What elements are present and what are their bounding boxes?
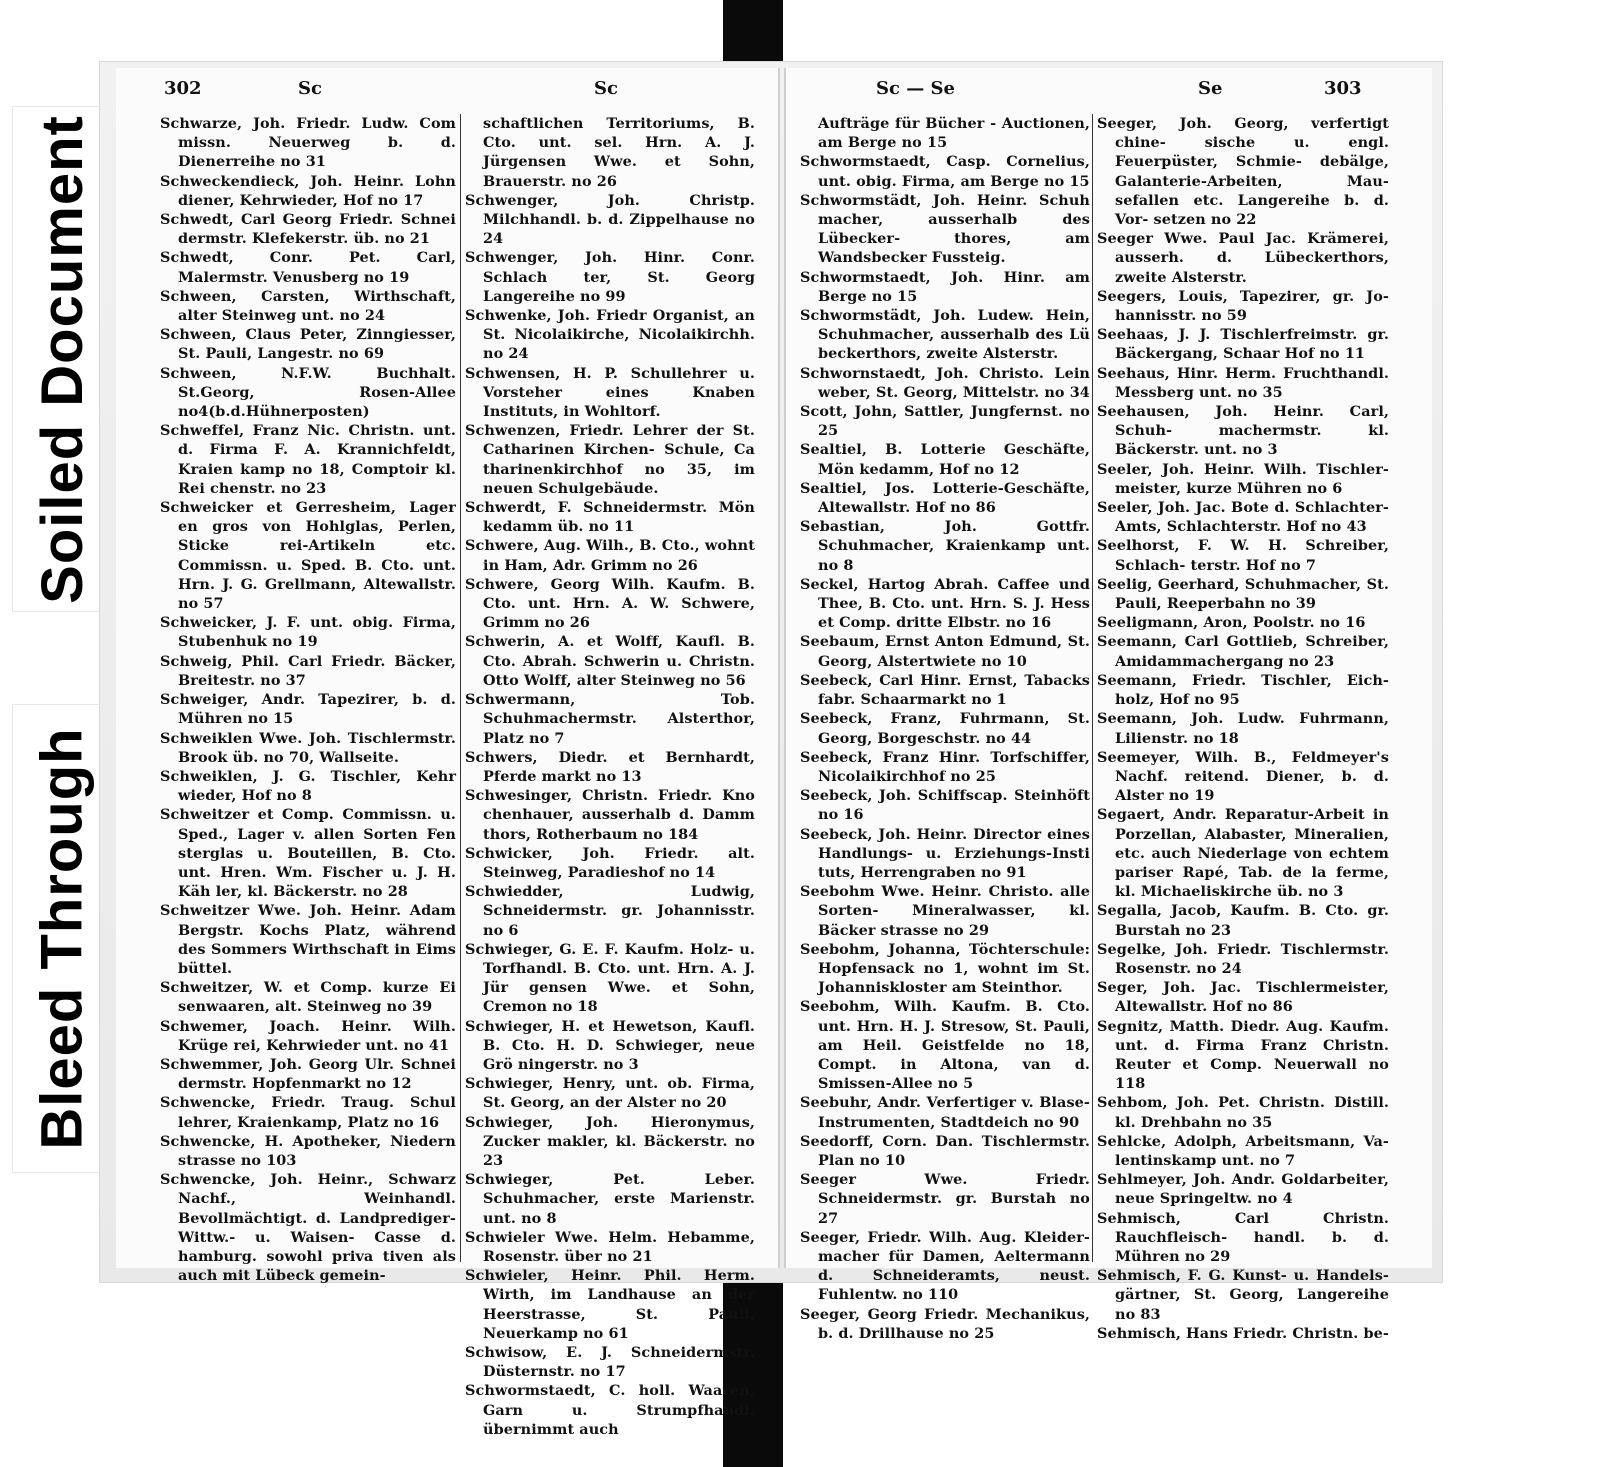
list-item: Sehbom, Joh. Pet. Christn. Distill. kl. Drehbahn no 35	[1097, 1094, 1389, 1131]
list-item: Schwerin, A. et Wolff, Kaufl. B. Cto. Abrah. Schwerin u. Christn. Otto Wolff, alter Steinweg no 56	[465, 633, 755, 689]
list-item: Schwermann, Tob. Schuhmachermstr. Alsterthor, Platz no 7	[465, 691, 755, 747]
list-item: Sehmisch, F. G. Kunst- u. Handels- gärtner, St. Georg, Langereihe no 83	[1097, 1267, 1389, 1323]
list-item: Seehausen, Joh. Heinr. Carl, Schuh- machermstr. kl. Bäckerstr. unt. no 3	[1097, 403, 1389, 459]
list-item: Seemann, Joh. Ludw. Fuhrmann, Lilienstr. no 18	[1097, 710, 1389, 747]
list-item: Seebeck, Franz, Fuhrmann, St. Georg, Borgeschstr. no 44	[800, 710, 1090, 747]
list-item: Schwieger, G. E. F. Kaufm. Holz- u. Torfhandl. B. Cto. unt. Hrn. A. J. Jür gensen Wwe. et Sohn, Cremon no 18	[465, 940, 755, 1016]
list-item: Schwers, Diedr. et Bernhardt, Pferde markt no 13	[465, 748, 755, 785]
right-page-header	[786, 78, 1432, 106]
list-item: Segnitz, Matth. Diedr. Aug. Kaufm. unt. d. Firma Franz Christn. Reuter et Comp. Neuerwall no 118	[1097, 1017, 1389, 1093]
list-item: Seebeck, Joh. Schiffscap. Steinhöft no 16	[800, 787, 1090, 824]
left-page-column-1	[160, 114, 456, 1285]
list-item: Schwormstädt, Joh. Ludew. Hein, Schuhmacher, ausserhalb des Lü beckerthors, zweite Alsterstr.	[800, 307, 1090, 363]
list-item: Seemeyer, Wilh. B., Feldmeyer's Nachf. reitend. Diener, b. d. Alster no 19	[1097, 748, 1389, 805]
list-item: Seeler, Joh. Heinr. Wilh. Tischler- meister, kurze Mühren no 6	[1097, 460, 1389, 497]
list-item: Schwenke, Joh. Friedr Organist, an St. Nicolaikirche, Nicolaikirchh. no 24	[465, 307, 755, 363]
list-item: Seebeck, Joh. Heinr. Director eines Handlungs- u. Erziehungs-Insti tuts, Herrengraben no 91	[800, 825, 1090, 881]
header-letters: Sc	[298, 78, 322, 99]
list-item: Schwensen, H. P. Schullehrer u. Vorsteher eines Knaben Instituts, in Wohltorf.	[465, 364, 755, 421]
list-item: Schwenger, Joh. Hinr. Conr. Schlach ter, St. Georg Langereihe no 99	[465, 249, 755, 305]
list-item: Schwere, Aug. Wilh., B. Cto., wohnt in Ham, Adr. Grimm no 26	[465, 537, 755, 574]
book-spread	[100, 62, 1442, 1438]
list-item: Seelhorst, F. W. H. Schreiber, Schlach- terstr. Hof no 7	[1097, 537, 1389, 574]
bleed-through-label: Bleed Through	[12, 704, 112, 1173]
page-number: 302	[164, 78, 202, 99]
list-item: Schwesinger, Christn. Friedr. Kno chenhauer, ausserhalb d. Damm thors, Rotherbaum no 184	[465, 787, 755, 843]
list-item: Sealtiel, Jos. Lotterie-Geschäfte, Altewallstr. Hof no 86	[800, 479, 1090, 517]
list-item: Schweiger, Andr. Tapezirer, b. d. Mühren no 15	[160, 691, 456, 728]
list-item: Schwemer, Joach. Heinr. Wilh. Krüge rei, Kehrwieder unt. no 41	[160, 1017, 456, 1054]
header-letters: Sc — Se	[876, 78, 955, 99]
list-item: Seegers, Louis, Tapezirer, gr. Jo- hannisstr. no 59	[1097, 287, 1389, 325]
header-letters: Sc	[594, 78, 618, 99]
right-page-column-2	[1092, 114, 1389, 1342]
list-item: Seebohm, Johanna, Töchterschule: Hopfensack no 1, wohnt im St. Johanniskloster am Steinthor.	[800, 940, 1090, 997]
list-item: Schweitzer, W. et Comp. kurze Ei senwaaren, alt. Steinweg no 39	[160, 979, 456, 1016]
list-item: Seelig, Geerhard, Schuhmacher, St. Pauli, Reeperbahn no 39	[1097, 575, 1389, 613]
list-item: Schwiedder, Ludwig, Schneidermstr. gr. Johannisstr. no 6	[465, 883, 755, 939]
right-page	[784, 68, 1432, 1342]
list-item: Schween, N.F.W. Buchhalt. St.Georg, Rosen-Allee no4(b.d.Hühnerposten)	[160, 364, 456, 421]
list-item: Schweitzer Wwe. Joh. Heinr. Adam Bergstr. Kochs Platz, während des Sommers Wirthschaft in Eims büttel.	[160, 902, 456, 977]
list-item: Seemann, Friedr. Tischler, Eich- holz, Hof no 95	[1097, 671, 1389, 709]
list-item: Seeger Wwe. Friedr. Schneidermstr. gr. Burstah no 27	[800, 1171, 1090, 1227]
list-item: Schwere, Georg Wilh. Kaufm. B. Cto. unt. Hrn. A. W. Schwere, Grimm no 26	[465, 575, 755, 632]
list-item: Schweig, Phil. Carl Friedr. Bäcker, Breitestr. no 37	[160, 652, 456, 689]
header-letters: Se	[1198, 78, 1223, 99]
list-item: Schwicker, Joh. Friedr. alt. Steinweg, Paradieshof no 14	[465, 844, 755, 881]
list-item: Schweicker et Gerresheim, Lager en gros von Hohlglas, Perlen, Sticke rei-Artikeln etc. Commissn. u. Sped. B. Cto. unt. Hrn. J. G. Grellmann, Altewallstr. no 57	[160, 499, 456, 613]
list-item: Schwemmer, Joh. Georg Ulr. Schnei dermstr. Hopfenmarkt no 12	[160, 1055, 456, 1093]
list-item: Schwencke, Friedr. Traug. Schul lehrer, Kraienkamp, Platz no 16	[160, 1094, 456, 1131]
list-item: Schwormstaedt, C. holl. Waaren, Garn u. Strumpfhandl. übernimmt auch	[465, 1382, 755, 1438]
list-item: Schwedt, Carl Georg Friedr. Schnei dermstr. Klefekerstr. üb. no 21	[160, 211, 456, 248]
list-item: Seeger, Georg Friedr. Mechanikus, b. d. Drillhause no 25	[800, 1305, 1090, 1342]
list-item: Seeger, Joh. Georg, verfertigt chine- sische u. engl. Feuerpüster, Schmie- debälge, Galanterie-Arbeiten, Mau- sefallen etc. Langereihe b. d. Vor- setzen no 22	[1097, 115, 1389, 229]
page-number: 303	[1324, 78, 1362, 99]
list-item: Schwormstaedt, Casp. Cornelius, unt. obig. Firma, am Berge no 15	[800, 153, 1090, 190]
list-item: Schwieger, H. et Hewetson, Kaufl. B. Cto. H. D. Schwieger, neue Grö ningerstr. no 3	[465, 1017, 755, 1073]
list-item: Sehmisch, Carl Christn. Rauchfleisch- handl. b. d. Mühren no 29	[1097, 1209, 1389, 1265]
list-item: Scott, John, Sattler, Jungfernst. no 25	[800, 403, 1090, 440]
list-item: Seebuhr, Andr. Verfertiger v. Blase- Instrumenten, Stadtdeich no 90	[800, 1094, 1090, 1131]
list-item: Sebastian, Joh. Gottfr. Schuhmacher, Kraienkamp unt. no 8	[800, 518, 1090, 574]
list-item: Segalla, Jacob, Kaufm. B. Cto. gr. Burstah no 23	[1097, 902, 1389, 939]
list-item: Seeger Wwe. Paul Jac. Krämerei, ausserh. d. Lübeckerthors, zweite Alsterstr.	[1097, 230, 1389, 286]
list-item: Schween, Claus Peter, Zinngiesser, St. Pauli, Langestr. no 69	[160, 326, 456, 363]
left-page-column-2	[460, 114, 755, 1438]
left-page	[116, 68, 780, 1438]
list-item: Seger, Joh. Jac. Tischlermeister, Altewallstr. Hof no 86	[1097, 979, 1389, 1016]
list-item: Schwieger, Pet. Leber. Schuhmacher, erste Marienstr. unt. no 8	[465, 1171, 755, 1227]
list-item: Schwormstädt, Joh. Heinr. Schuh macher, ausserhalb des Lübecker- thores, am Wandsbecker Fussteig.	[800, 191, 1090, 267]
list-item: Seebohm Wwe. Heinr. Christo. alle Sorten- Mineralwasser, kl. Bäcker strasse no 29	[800, 883, 1090, 939]
list-item: Seebeck, Franz Hinr. Torfschiffer, Nicolaikirchhof no 25	[800, 748, 1090, 785]
list-item: Seedorff, Corn. Dan. Tischlermstr. Plan no 10	[800, 1132, 1090, 1169]
list-item: Sehlcke, Adolph, Arbeitsmann, Va- lentinskamp unt. no 7	[1097, 1132, 1389, 1169]
list-item: Seeligmann, Aron, Poolstr. no 16	[1097, 614, 1366, 632]
right-page-column-1	[800, 114, 1090, 1342]
list-item: Seebohm, Wilh. Kaufm. B. Cto. unt. Hrn. H. J. Stresow, St. Pauli, am Heil. Geistfelde no 18, Compt. in Altona, van d. Smissen-Allee no 5	[800, 998, 1090, 1093]
list-item: Seckel, Hartog Abrah. Caffee und Thee, B. Cto. unt. Hrn. S. J. Hess et Comp. dritte Elbstr. no 16	[800, 575, 1090, 632]
list-item: Schwornstaedt, Joh. Christo. Lein weber, St. Georg, Mittelstr. no 34	[800, 364, 1090, 401]
list-item: Schwormstaedt, Joh. Hinr. am Berge no 15	[800, 268, 1090, 305]
list-item: Seemann, Carl Gottlieb, Schreiber, Amidammachergang no 23	[1097, 633, 1389, 670]
soiled-document-label: Soiled Document	[12, 106, 112, 612]
list-item: Seehaas, J. J. Tischlerfreimstr. gr. Bäckergang, Schaar Hof no 11	[1097, 326, 1389, 363]
list-item: Schween, Carsten, Wirthschaft, alter Steinweg unt. no 24	[160, 287, 456, 325]
list-item: Schwencke, H. Apotheker, Niedern strasse no 103	[160, 1132, 456, 1169]
list-item: Schwerdt, F. Schneidermstr. Mön kedamm üb. no 11	[465, 499, 755, 536]
list-item: Seebeck, Carl Hinr. Ernst, Tabacks fabr. Schaarmarkt no 1	[800, 671, 1090, 709]
list-item: Schwieger, Henry, unt. ob. Firma, St. Georg, an der Alster no 20	[465, 1075, 755, 1112]
list-item: Sehmisch, Hans Friedr. Christn. be-	[1097, 1324, 1389, 1342]
list-item: Sehlmeyer, Joh. Andr. Goldarbeiter, neue Springeltw. no 4	[1097, 1171, 1389, 1208]
list-item: Schwieler, Heinr. Phil. Herm. Wirth, im Landhause an der Heerstrasse, St. Pauli, Neuerkamp no 61	[465, 1267, 755, 1342]
list-item: Schweiklen, J. G. Tischler, Kehr wieder, Hof no 8	[160, 767, 456, 805]
list-item: Seebaum, Ernst Anton Edmund, St. Georg, Alstertwiete no 10	[800, 633, 1090, 670]
list-item: Sealtiel, B. Lotterie Geschäfte, Mön kedamm, Hof no 12	[800, 441, 1090, 478]
list-item: Segaert, Andr. Reparatur-Arbeit in Porzellan, Alabaster, Mineralien, etc. auch Niederlage von echtem pariser Rapé, Tab. de la ferme, kl. Michaeliskirche üb. no 3	[1097, 806, 1389, 901]
list-item: Schwedt, Conr. Pet. Carl, Malermstr. Venusberg no 19	[160, 249, 456, 286]
list-item: Schwencke, Joh. Heinr., Schwarz Nachf., Weinhandl. Bevollmächtigt. d. Landprediger- Wittw.- u. Waisen- Casse d. hamburg. sowohl priva tiven als auch mit Lübeck gemein-	[160, 1171, 456, 1285]
list-item: Schwieger, Joh. Hieronymus, Zucker makler, kl. Bäckerstr. no 23	[465, 1113, 755, 1169]
list-item: Schweicker, J. F. unt. obig. Firma, Stubenhuk no 19	[160, 614, 456, 651]
left-page-header	[116, 78, 778, 106]
list-item: Segelke, Joh. Friedr. Tischlermstr. Rosenstr. no 24	[1097, 940, 1389, 977]
list-item: Schwisow, E. J. Schneidermstr. Düsternstr. no 17	[465, 1344, 755, 1381]
list-item: Schweffel, Franz Nic. Christn. unt. d. Firma F. A. Krannichfeldt, Kraien kamp no 18, Comptoir kl. Rei chenstr. no 23	[160, 422, 456, 497]
list-item: Schwarze, Joh. Friedr. Ludw. Com missn. Neuerweg b. d. Dienerreihe no 31	[160, 115, 456, 171]
list-item: Schweiklen Wwe. Joh. Tischlermstr. Brook üb. no 70, Wallseite.	[160, 729, 456, 766]
list-item: Seeger, Friedr. Wilh. Aug. Kleider- macher für Damen, Aeltermann d. Schneideramts, neust. Fuhlentw. no 110	[800, 1228, 1090, 1304]
list-item: Schweitzer et Comp. Commissn. u. Sped., Lager v. allen Sorten Fen sterglas u. Bouteillen, B. Cto. unt. Hren. Wm. Fischer u. J. H. Käh ler, kl. Bäckerstr. no 28	[160, 806, 456, 901]
list-item: Seeler, Joh. Jac. Bote d. Schlachter- Amts, Schlachterstr. Hof no 43	[1097, 499, 1389, 536]
list-item: Schweckendieck, Joh. Heinr. Lohn diener, Kehrwieder, Hof no 17	[160, 172, 456, 209]
list-item: schaftlichen Territoriums, B. Cto. unt. sel. Hrn. A. J. Jürgensen Wwe. et Sohn, Brauerstr. no 26	[483, 115, 755, 190]
list-item: Schwenger, Joh. Christp. Milchhandl. b. d. Zippelhause no 24	[465, 191, 755, 248]
list-item: Seehaus, Hinr. Herm. Fruchthandl. Messberg unt. no 35	[1097, 364, 1389, 401]
list-item: Schwenzen, Friedr. Lehrer der St. Catharinen Kirchen- Schule, Ca tharinenkirchhof no 35, im neuen Schulgebäude.	[465, 422, 755, 497]
list-item: Schwieler Wwe. Helm. Hebamme, Rosenstr. über no 21	[465, 1228, 755, 1265]
list-item: Aufträge für Bücher - Auctionen, am Berge no 15	[818, 115, 1090, 152]
